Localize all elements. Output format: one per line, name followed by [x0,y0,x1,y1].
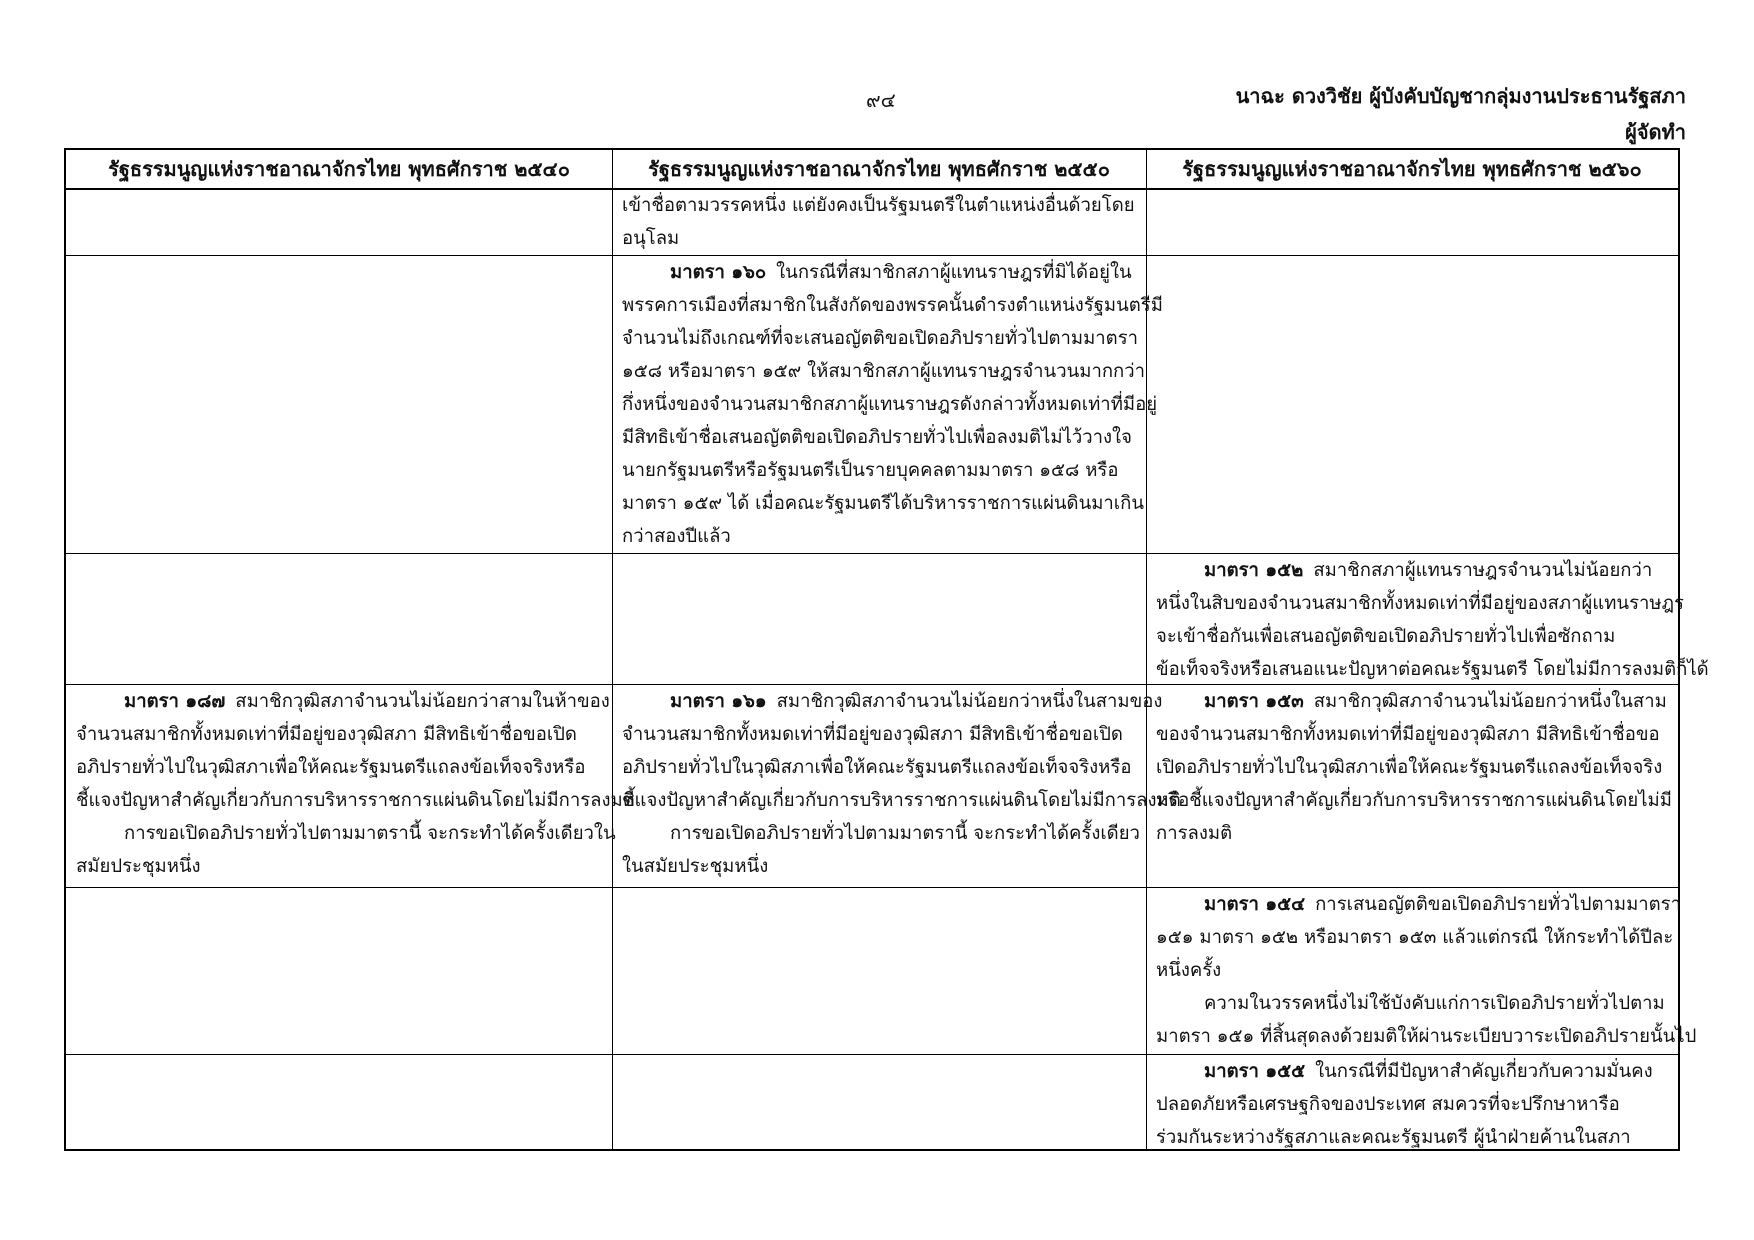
line-text: จำนวนสมาชิกทั้งหมดเท่าที่มีอยู่ของวุฒิสภา มีสิทธิเข้าชื่อขอเปิด [76,724,577,745]
author-line: นาฉะ ดวงวิชัย ผู้บังคับบัญชากลุ่มงานประธานรัฐสภา [1235,84,1686,108]
line-text: พรรคการเมืองที่สมาชิกในสังกัดของพรรคนั้นดำรงตำแหน่งรัฐมนตรีมี [622,295,1163,316]
text-line [124,817,616,850]
text-line [1156,718,1660,751]
column-header: รัฐธรรมนูญแห่งราชอาณาจักรไทย พุทธศักราช ๒๕๔๐ [108,157,570,181]
line-text: ในสมัยประชุมหนึ่ง [622,856,769,877]
text-line [1204,554,1652,587]
text-line [1156,587,1684,620]
text-line [622,520,731,553]
line-text: ปลอดภัยหรือเศรษฐกิจของประเทศ สมควรที่จะปรึกษาหารือ [1156,1094,1620,1115]
table-cell [612,188,1146,255]
line-text: หนึ่งครั้ง [1156,960,1222,981]
section-number: มาตรา ๑๖๑ [670,691,767,712]
table-cell [1146,1054,1678,1153]
text-line [1204,888,1681,921]
line-text: สมาชิกวุฒิสภาจำนวนไม่น้อยกว่าหนึ่งในสามของ [776,691,1163,712]
line-text: จำนวนไม่ถึงเกณฑ์ที่จะเสนอญัตติขอเปิดอภิปรายทั่วไปตามมาตรา [622,328,1139,349]
comparison-table [64,148,1709,1151]
text-line [1156,1088,1620,1121]
line-text: มาตรา ๑๕๑ ที่สิ้นสุดลงด้วยมติให้ผ่านระเบียบวาระเปิดอภิปรายนั้นไป [1156,1026,1697,1047]
line-text: เข้าชื่อตามวรรคหนึ่ง แต่ยังคงเป็นรัฐมนตรีในตำแหน่งอื่นด้วยโดย [622,195,1135,216]
column-header: รัฐธรรมนูญแห่งราชอาณาจักรไทย พุทธศักราช ๒๕๖๐ [1182,157,1642,181]
section-number: มาตรา ๑๕๓ [1204,691,1304,712]
section-number: มาตรา ๑๕๔ [1204,894,1306,915]
page-number: ๙๔ [866,88,896,112]
line-text: ข้อเท็จจริงหรือเสนอแนะปัญหาต่อคณะรัฐมนตรี โดยไม่มีการลงมติก็ได้ [1156,659,1709,680]
table-cell [66,188,612,255]
text-line [622,388,1157,421]
text-line [670,817,1140,850]
section-number: มาตรา ๑๘๗ [124,691,226,712]
table-cell [612,255,1163,553]
line-text: สมาชิกวุฒิสภาจำนวนไม่น้อยกว่าหนึ่งในสาม [1313,691,1667,712]
text-line [670,256,1132,289]
line-text: หนึ่งในสิบของจำนวนสมาชิกทั้งหมดเท่าที่มีอยู่ของสภาผู้แทนราษฎร [1156,593,1684,614]
text-line [76,718,577,751]
line-text: จำนวนสมาชิกทั้งหมดเท่าที่มีอยู่ของวุฒิสภา มีสิทธิเข้าชื่อขอเปิด [622,724,1123,745]
line-text: ๑๕๘ หรือมาตรา ๑๕๙ ให้สมาชิกสภาผู้แทนราษฎรจำนวนมากกว่า [622,361,1146,382]
text-line [1156,921,1673,954]
line-text: ของจำนวนสมาชิกทั้งหมดเท่าที่มีอยู่ของวุฒิสภา มีสิทธิเข้าชื่อขอ [1156,724,1660,745]
line-text: ชี้แจงปัญหาสำคัญเกี่ยวกับการบริหารราชการแผ่นดินโดยไม่มีการลงมติ [76,790,635,811]
line-text: หรือชี้แจงปัญหาสำคัญเกี่ยวกับการบริหารราชการแผ่นดินโดยไม่มี [1156,790,1672,811]
text-line [1204,685,1667,718]
text-line [622,189,1135,222]
text-line [622,322,1138,355]
line-text: สมาชิกวุฒิสภาจำนวนไม่น้อยกว่าสามในห้าของ [235,691,610,712]
author-role: ผู้จัดทำ [1625,120,1686,144]
column-header: รัฐธรรมนูญแห่งราชอาณาจักรไทย พุทธศักราช ๒๕๕๐ [648,157,1110,181]
table-cell [66,887,612,1054]
text-line [1156,784,1672,817]
table-cell [612,684,1181,887]
text-line [622,487,1144,520]
line-text: มีสิทธิเข้าชื่อเสนอญัตติขอเปิดอภิปรายทั่วไปเพื่อลงมติไม่ไว้วางใจ [622,427,1132,448]
table-cell [612,553,1146,684]
line-text: มาตรา ๑๕๙ ได้ เมื่อคณะรัฐมนตรีได้บริหารราชการแผ่นดินมาเกิน [622,493,1144,514]
line-text: นายกรัฐมนตรีหรือรัฐมนตรีเป็นรายบุคคลตามมาตรา ๑๕๘ หรือ [622,460,1119,481]
text-line [1156,954,1221,987]
line-text: ชี้แจงปัญหาสำคัญเกี่ยวกับการบริหารราชการแผ่นดินโดยไม่มีการลงมติ [622,790,1181,811]
table-cell [1146,255,1678,553]
text-line [1156,751,1662,784]
section-number: มาตรา ๑๕๕ [1204,1061,1306,1082]
table-cell [66,553,612,684]
text-line [1156,653,1709,686]
table-cell [66,255,612,553]
text-line [670,685,1162,718]
text-line [76,751,585,784]
line-text: การขอเปิดอภิปรายทั่วไปตามมาตรานี้ จะกระทำได้ครั้งเดียว [670,823,1140,844]
table-cell [1146,188,1678,255]
line-text: การเสนอญัตติขอเปิดอภิปรายทั่วไปตามมาตรา [1315,894,1681,915]
line-text: กว่าสองปีแล้ว [622,526,731,547]
line-text: อภิปรายทั่วไปในวุฒิสภาเพื่อให้คณะรัฐมนตรีแถลงข้อเท็จจริงหรือ [76,757,586,778]
text-line [622,289,1163,322]
text-line [1156,817,1232,850]
text-line [622,454,1118,487]
text-line [1204,987,1665,1020]
text-line [622,784,1181,817]
table-cell [1146,887,1697,1054]
section-number: มาตรา ๑๖๐ [670,262,767,283]
text-line [1156,620,1615,653]
line-text: ๑๕๑ มาตรา ๑๕๒ หรือมาตรา ๑๕๓ แล้วแต่กรณี ให้กระทำได้ปีละ [1156,927,1674,948]
table-cell [66,684,635,887]
line-text: ร่วมกันระหว่างรัฐสภาและคณะรัฐมนตรี ผู้นำฝ่ายค้านในสภา [1156,1127,1631,1148]
line-text: การลงมติ [1156,823,1233,844]
table-cell [1146,684,1678,887]
line-text: กึ่งหนึ่งของจำนวนสมาชิกสภาผู้แทนราษฎรดังกล่าวทั้งหมดเท่าที่มีอยู่ [622,394,1158,415]
text-line [124,685,610,718]
line-text: สมัยประชุมหนึ่ง [76,856,201,877]
table-cell [612,887,1146,1054]
text-line [622,850,768,883]
table-cell [612,1054,1146,1153]
text-line [622,355,1145,388]
line-text: จะเข้าชื่อกันเพื่อเสนอญัตติขอเปิดอภิปรายทั่วไปเพื่อซักถาม [1156,626,1616,647]
text-line [76,784,635,817]
line-text: เปิดอภิปรายทั่วไปในวุฒิสภาเพื่อให้คณะรัฐมนตรีแถลงข้อเท็จจริง [1156,757,1663,778]
line-text: ในกรณีที่มีปัญหาสำคัญเกี่ยวกับความมั่นคง [1315,1061,1653,1082]
table-cell [66,1054,612,1153]
text-line [622,718,1123,751]
text-line [622,751,1131,784]
line-text: การขอเปิดอภิปรายทั่วไปตามมาตรานี้ จะกระทำได้ครั้งเดียวใน [124,823,616,844]
section-number: มาตรา ๑๕๒ [1204,560,1304,581]
line-text: สมาชิกสภาผู้แทนราษฎรจำนวนไม่น้อยกว่า [1313,560,1653,581]
text-line [1156,1020,1696,1053]
text-line [1156,1121,1631,1154]
text-line [1204,1055,1653,1088]
line-text: อภิปรายทั่วไปในวุฒิสภาเพื่อให้คณะรัฐมนตรีแถลงข้อเท็จจริงหรือ [622,757,1132,778]
text-line [622,421,1132,454]
line-text: ในกรณีที่สมาชิกสภาผู้แทนราษฎรที่มิได้อยู่ใน [776,262,1132,283]
line-text: อนุโลม [622,228,680,249]
text-line [622,222,679,255]
line-text: ความในวรรคหนึ่งไม่ใช้บังคับแก่การเปิดอภิปรายทั่วไปตาม [1204,993,1665,1014]
text-line [76,850,201,883]
table-cell [1146,553,1709,684]
